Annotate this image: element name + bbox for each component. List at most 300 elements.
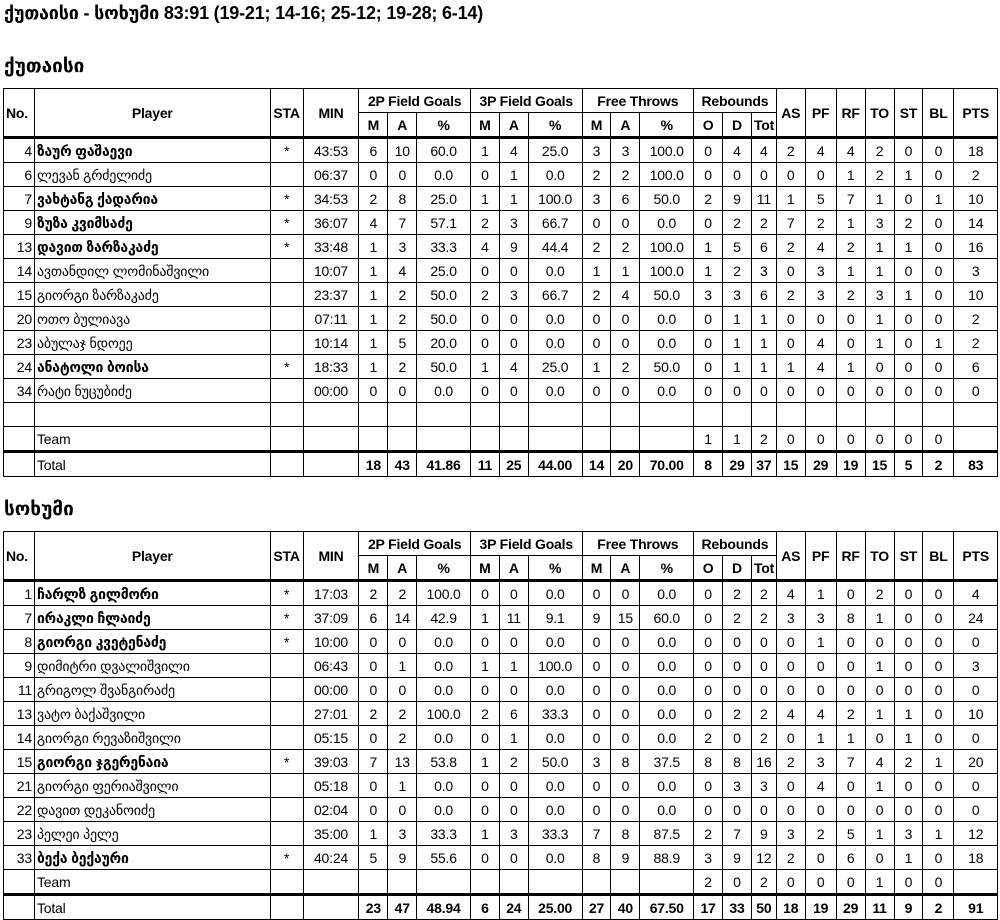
- player-starter-mark: *: [270, 606, 303, 630]
- stat-to: 0: [865, 379, 894, 403]
- stat-ftm: 7: [582, 822, 611, 846]
- stat-p3p: 0.0: [528, 798, 582, 822]
- team-stat-pf: 0: [805, 427, 836, 452]
- empty-cell: [751, 403, 776, 427]
- stat-p3p: 0.0: [528, 581, 582, 606]
- stat-ftp: 87.5: [640, 822, 694, 846]
- team-row-empty: [303, 427, 359, 452]
- total-stat-ftm: 14: [582, 452, 611, 477]
- stat-p3a: 0: [499, 379, 528, 403]
- stat-p3p: 0.0: [528, 163, 582, 187]
- player-starter-mark: [270, 163, 303, 187]
- stat-p3m: 0: [470, 678, 499, 702]
- stat-st: 0: [894, 307, 923, 331]
- player-name: ირაკლი ჩლაიძე: [34, 606, 270, 630]
- stat-bl: 0: [923, 606, 954, 630]
- stat-o: 0: [694, 581, 723, 606]
- team-row-number: [4, 427, 35, 452]
- stat-p3p: 33.3: [528, 702, 582, 726]
- player-minutes: 00:00: [303, 678, 359, 702]
- stat-tot: 1: [751, 307, 776, 331]
- stat-pf: 0: [805, 163, 836, 187]
- stat-d: 1: [723, 331, 752, 355]
- stat-ftp: 100.0: [640, 163, 694, 187]
- stat-p2p: 53.8: [417, 750, 471, 774]
- stat-rf: 0: [836, 630, 865, 654]
- stat-bl: 0: [923, 138, 954, 163]
- total-stat-d: 33: [723, 895, 752, 920]
- player-minutes: 18:33: [303, 355, 359, 379]
- stat-rf: 2: [836, 283, 865, 307]
- stat-ftm: 1: [582, 355, 611, 379]
- header-min: MIN: [303, 89, 359, 138]
- stat-fta: 2: [611, 355, 640, 379]
- stat-tot: 2: [751, 726, 776, 750]
- player-number: 33: [4, 846, 35, 870]
- stat-p3p: 66.7: [528, 283, 582, 307]
- stat-bl: 0: [923, 846, 954, 870]
- subheader-a: A: [611, 556, 640, 581]
- subheader-pct: %: [528, 113, 582, 138]
- stat-pf: 1: [805, 726, 836, 750]
- stat-fta: 4: [611, 283, 640, 307]
- stat-p2a: 1: [388, 774, 417, 798]
- stat-st: 0: [894, 654, 923, 678]
- stat-pts: 10: [954, 283, 998, 307]
- header-ft: Free Throws: [582, 89, 694, 113]
- total-stat-as: 15: [776, 452, 805, 477]
- stat-st: 3: [894, 822, 923, 846]
- stat-ftp: 0.0: [640, 678, 694, 702]
- stat-as: 0: [776, 654, 805, 678]
- player-starter-mark: *: [270, 211, 303, 235]
- stat-to: 3: [865, 211, 894, 235]
- stat-to: 1: [865, 822, 894, 846]
- header-as: AS: [776, 532, 805, 581]
- header-fg3: 3P Field Goals: [470, 89, 582, 113]
- player-minutes: 02:04: [303, 798, 359, 822]
- empty-cell: [894, 403, 923, 427]
- subheader-pct: %: [528, 556, 582, 581]
- stat-d: 8: [723, 750, 752, 774]
- stat-p3p: 0.0: [528, 259, 582, 283]
- stat-fta: 0: [611, 654, 640, 678]
- empty-cell: [923, 403, 954, 427]
- player-row: [4, 702, 998, 726]
- box-score-table-away: [3, 531, 998, 920]
- stat-ftp: 60.0: [640, 606, 694, 630]
- player-number: 6: [4, 163, 35, 187]
- total-stat-p2m: 23: [359, 895, 388, 920]
- empty-cell: [836, 403, 865, 427]
- stat-as: 3: [776, 822, 805, 846]
- stat-pts: 0: [954, 678, 998, 702]
- stat-ftp: 100.0: [640, 138, 694, 163]
- stat-d: 2: [723, 581, 752, 606]
- stat-o: 2: [694, 822, 723, 846]
- stat-rf: 0: [836, 331, 865, 355]
- header-pf: PF: [805, 532, 836, 581]
- stat-p2m: 0: [359, 630, 388, 654]
- stat-as: 0: [776, 630, 805, 654]
- team-row-empty: [611, 427, 640, 452]
- stat-bl: 0: [923, 307, 954, 331]
- header-reb: Rebounds: [694, 89, 777, 113]
- stat-p2p: 0.0: [417, 654, 471, 678]
- player-number: 20: [4, 307, 35, 331]
- stat-pts: 0: [954, 774, 998, 798]
- stat-pts: 0: [954, 798, 998, 822]
- stat-to: 1: [865, 259, 894, 283]
- stat-p2m: 5: [359, 846, 388, 870]
- player-starter-mark: *: [270, 138, 303, 163]
- team-row-empty: [582, 870, 611, 895]
- total-stat-ftm: 27: [582, 895, 611, 920]
- empty-cell: [611, 403, 640, 427]
- team-stat-o: 2: [694, 870, 723, 895]
- stat-pf: 0: [805, 798, 836, 822]
- stat-p3m: 0: [470, 630, 499, 654]
- stat-p2p: 0.0: [417, 379, 471, 403]
- stat-p3p: 33.3: [528, 822, 582, 846]
- stat-bl: 0: [923, 630, 954, 654]
- empty-cell: [528, 403, 582, 427]
- stat-p2a: 4: [388, 259, 417, 283]
- stat-ftm: 3: [582, 138, 611, 163]
- stat-p2m: 2: [359, 187, 388, 211]
- stat-pf: 0: [805, 379, 836, 403]
- stat-p3m: 0: [470, 798, 499, 822]
- stat-p3a: 0: [499, 259, 528, 283]
- box-score-table-home: [3, 88, 998, 477]
- stat-ftp: 0.0: [640, 211, 694, 235]
- stat-p2p: 0.0: [417, 630, 471, 654]
- header-no: No.: [4, 532, 35, 581]
- team-row: [4, 427, 998, 452]
- stat-pf: 5: [805, 187, 836, 211]
- total-stat-p3a: 24: [499, 895, 528, 920]
- player-starter-mark: *: [270, 846, 303, 870]
- stat-d: 2: [723, 211, 752, 235]
- header-pf: PF: [805, 89, 836, 138]
- empty-cell: [954, 403, 998, 427]
- total-stat-p2m: 18: [359, 452, 388, 477]
- stat-st: 2: [894, 211, 923, 235]
- stat-fta: 2: [611, 235, 640, 259]
- subheader-m: M: [470, 113, 499, 138]
- player-number: 14: [4, 726, 35, 750]
- subheader-o: O: [694, 556, 723, 581]
- team-stat-st: 0: [894, 427, 923, 452]
- player-name: ლევან გრძელიძე: [34, 163, 270, 187]
- stat-tot: 0: [751, 654, 776, 678]
- total-stat-pts: 91: [954, 895, 998, 920]
- stat-fta: 2: [611, 163, 640, 187]
- stat-p3m: 0: [470, 774, 499, 798]
- stat-d: 7: [723, 822, 752, 846]
- stat-tot: 1: [751, 331, 776, 355]
- stat-st: 0: [894, 606, 923, 630]
- empty-cell: [303, 403, 359, 427]
- stat-st: 1: [894, 846, 923, 870]
- player-starter-mark: *: [270, 630, 303, 654]
- team-stat-to: 1: [865, 870, 894, 895]
- stat-p2m: 0: [359, 726, 388, 750]
- stat-p3p: 50.0: [528, 750, 582, 774]
- player-number: 11: [4, 678, 35, 702]
- subheader-a: A: [499, 113, 528, 138]
- stat-p2p: 42.9: [417, 606, 471, 630]
- stat-to: 1: [865, 307, 894, 331]
- stat-ftm: 0: [582, 774, 611, 798]
- stat-st: 0: [894, 774, 923, 798]
- stat-tot: 2: [751, 606, 776, 630]
- team-heading-home: ქუთაისი: [4, 56, 85, 77]
- stat-d: 2: [723, 702, 752, 726]
- stat-to: 0: [865, 798, 894, 822]
- player-minutes: 23:37: [303, 283, 359, 307]
- player-minutes: 06:37: [303, 163, 359, 187]
- stat-pts: 24: [954, 606, 998, 630]
- stat-pf: 0: [805, 654, 836, 678]
- player-number: 15: [4, 283, 35, 307]
- stat-d: 0: [723, 163, 752, 187]
- stat-ftp: 0.0: [640, 331, 694, 355]
- empty-cell: [776, 403, 805, 427]
- stat-fta: 8: [611, 750, 640, 774]
- stat-to: 2: [865, 581, 894, 606]
- stat-p3a: 6: [499, 702, 528, 726]
- total-row-min: [303, 452, 359, 477]
- empty-cell: [865, 403, 894, 427]
- stat-p3a: 3: [499, 211, 528, 235]
- stat-ftp: 0.0: [640, 630, 694, 654]
- stat-to: 1: [865, 774, 894, 798]
- player-starter-mark: *: [270, 355, 303, 379]
- total-stat-pf: 29: [805, 452, 836, 477]
- stat-p3p: 9.1: [528, 606, 582, 630]
- stat-p2m: 2: [359, 581, 388, 606]
- stat-o: 1: [694, 235, 723, 259]
- player-name: დავით დეკანოიძე: [34, 798, 270, 822]
- stat-p3a: 0: [499, 630, 528, 654]
- stat-tot: 6: [751, 235, 776, 259]
- stat-p3m: 0: [470, 581, 499, 606]
- stat-p2p: 0.0: [417, 798, 471, 822]
- stat-o: 0: [694, 138, 723, 163]
- stat-d: 1: [723, 307, 752, 331]
- stat-p3m: 2: [470, 211, 499, 235]
- stat-p3a: 4: [499, 138, 528, 163]
- stat-ftp: 37.5: [640, 750, 694, 774]
- stat-bl: 1: [923, 331, 954, 355]
- stat-o: 0: [694, 379, 723, 403]
- stat-to: 4: [865, 750, 894, 774]
- stat-tot: 9: [751, 822, 776, 846]
- stat-p2m: 2: [359, 702, 388, 726]
- stat-ftm: 0: [582, 581, 611, 606]
- player-name: აბულაჯ ნდოეე: [34, 331, 270, 355]
- stat-to: 1: [865, 654, 894, 678]
- team-stat-bl: 0: [923, 427, 954, 452]
- stat-to: 3: [865, 283, 894, 307]
- stat-p2m: 0: [359, 678, 388, 702]
- stat-rf: 0: [836, 798, 865, 822]
- empty-cell: [34, 403, 270, 427]
- stat-ftp: 0.0: [640, 798, 694, 822]
- player-row: [4, 163, 998, 187]
- stat-p3a: 9: [499, 235, 528, 259]
- stat-fta: 1: [611, 259, 640, 283]
- team-row-empty: [499, 870, 528, 895]
- stat-p3p: 0.0: [528, 678, 582, 702]
- stat-pf: 2: [805, 822, 836, 846]
- stat-pf: 4: [805, 331, 836, 355]
- stat-p2p: 33.3: [417, 235, 471, 259]
- stat-ftp: 50.0: [640, 355, 694, 379]
- player-starter-mark: [270, 379, 303, 403]
- stat-p3p: 0.0: [528, 846, 582, 870]
- total-stat-p2a: 47: [388, 895, 417, 920]
- stat-as: 0: [776, 798, 805, 822]
- stat-as: 4: [776, 702, 805, 726]
- stat-tot: 3: [751, 259, 776, 283]
- stat-p2m: 4: [359, 211, 388, 235]
- stat-st: 0: [894, 331, 923, 355]
- stat-tot: 1: [751, 355, 776, 379]
- player-minutes: 34:53: [303, 187, 359, 211]
- stat-rf: 6: [836, 846, 865, 870]
- stat-p2a: 1: [388, 654, 417, 678]
- stat-bl: 0: [923, 235, 954, 259]
- player-minutes: 40:24: [303, 846, 359, 870]
- player-row: [4, 798, 998, 822]
- total-stat-st: 9: [894, 895, 923, 920]
- stat-p3a: 0: [499, 678, 528, 702]
- team-stat-to: 0: [865, 427, 894, 452]
- stat-rf: 7: [836, 750, 865, 774]
- stat-tot: 0: [751, 379, 776, 403]
- stat-bl: 0: [923, 678, 954, 702]
- player-row: [4, 138, 998, 163]
- team-stat-tot: 2: [751, 427, 776, 452]
- stat-ftm: 0: [582, 702, 611, 726]
- subheader-m: M: [582, 556, 611, 581]
- stat-p3m: 1: [470, 355, 499, 379]
- stat-p3m: 0: [470, 307, 499, 331]
- stat-d: 0: [723, 798, 752, 822]
- stat-p3a: 1: [499, 726, 528, 750]
- team-row-empty: [359, 870, 388, 895]
- stat-st: 0: [894, 259, 923, 283]
- stat-p3m: 1: [470, 606, 499, 630]
- player-row: [4, 726, 998, 750]
- stat-d: 2: [723, 606, 752, 630]
- stat-as: 0: [776, 379, 805, 403]
- player-starter-mark: *: [270, 187, 303, 211]
- total-stat-p3m: 6: [470, 895, 499, 920]
- stat-bl: 0: [923, 654, 954, 678]
- stat-fta: 0: [611, 726, 640, 750]
- team-row-empty: [582, 427, 611, 452]
- stat-p3p: 44.4: [528, 235, 582, 259]
- player-starter-mark: [270, 307, 303, 331]
- header-pts: PTS: [954, 89, 998, 138]
- stat-to: 0: [865, 678, 894, 702]
- stat-rf: 1: [836, 211, 865, 235]
- player-row: [4, 606, 998, 630]
- player-row: [4, 654, 998, 678]
- team-stat-rf: 0: [836, 427, 865, 452]
- stat-p3p: 66.7: [528, 211, 582, 235]
- team-row-empty: [470, 427, 499, 452]
- total-stat-as: 18: [776, 895, 805, 920]
- team-row-label: Team: [34, 870, 270, 895]
- player-name: გრიგოლ შვანგირაძე: [34, 678, 270, 702]
- team-row-empty: [417, 427, 471, 452]
- player-number: 23: [4, 331, 35, 355]
- team-row-pts: [954, 427, 998, 452]
- stat-pts: 2: [954, 307, 998, 331]
- empty-cell: [4, 403, 35, 427]
- team-row-empty: [499, 427, 528, 452]
- player-number: 14: [4, 259, 35, 283]
- player-minutes: 10:00: [303, 630, 359, 654]
- stat-p3m: 0: [470, 331, 499, 355]
- stat-rf: 7: [836, 187, 865, 211]
- empty-row: [4, 403, 998, 427]
- stat-p2a: 2: [388, 726, 417, 750]
- player-number: 34: [4, 379, 35, 403]
- total-stat-o: 8: [694, 452, 723, 477]
- stat-o: 0: [694, 774, 723, 798]
- stat-d: 4: [723, 138, 752, 163]
- team-row-empty: [270, 870, 303, 895]
- player-row: [4, 822, 998, 846]
- stat-ftm: 0: [582, 379, 611, 403]
- total-row-sta: [270, 452, 303, 477]
- total-stat-p2p: 48.94: [417, 895, 471, 920]
- stat-p3a: 0: [499, 307, 528, 331]
- player-minutes: 35:00: [303, 822, 359, 846]
- stat-p3p: 0.0: [528, 307, 582, 331]
- total-stat-p3m: 11: [470, 452, 499, 477]
- stat-rf: 2: [836, 702, 865, 726]
- total-stat-d: 29: [723, 452, 752, 477]
- stat-p2m: 0: [359, 798, 388, 822]
- stat-p3p: 25.0: [528, 138, 582, 163]
- stat-d: 9: [723, 187, 752, 211]
- stat-bl: 0: [923, 581, 954, 606]
- stat-p3a: 4: [499, 355, 528, 379]
- total-stat-tot: 37: [751, 452, 776, 477]
- player-minutes: 06:43: [303, 654, 359, 678]
- stat-to: 2: [865, 163, 894, 187]
- header-player: Player: [34, 532, 270, 581]
- stat-o: 0: [694, 163, 723, 187]
- total-stat-p3a: 25: [499, 452, 528, 477]
- stat-p3m: 1: [470, 654, 499, 678]
- player-minutes: 17:03: [303, 581, 359, 606]
- stat-p2m: 0: [359, 163, 388, 187]
- stat-fta: 9: [611, 846, 640, 870]
- team-stat-as: 0: [776, 870, 805, 895]
- stat-as: 2: [776, 235, 805, 259]
- stat-p3a: 3: [499, 283, 528, 307]
- total-stat-fta: 20: [611, 452, 640, 477]
- team-row-empty: [359, 427, 388, 452]
- stat-pf: 1: [805, 630, 836, 654]
